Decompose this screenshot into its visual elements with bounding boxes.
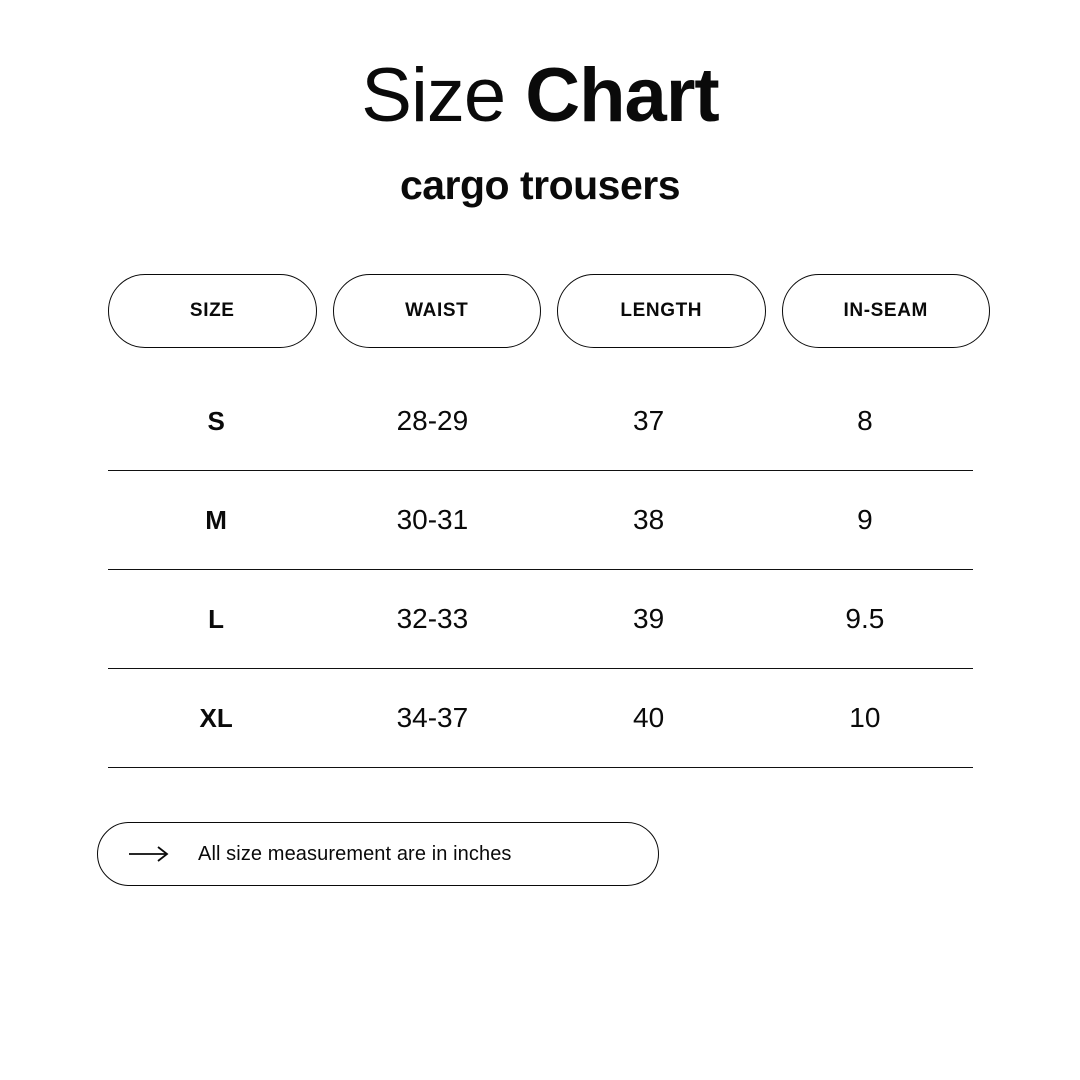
column-header-inseam [782,274,991,348]
table-body [108,372,973,768]
page-subtitle: cargo trousers [399,162,681,208]
title-block [0,0,1080,209]
column-header-length-label: LENGTH [620,300,703,321]
measurement-note-text: All size measurement are in inches [198,842,512,865]
cell-inseam: 8 [857,405,873,436]
page-title [0,53,1080,138]
table-header-row [108,274,990,348]
table-row [108,570,973,669]
page-title-bold: Chart [525,53,719,138]
cell-size: L [208,603,225,634]
cell-length: 37 [633,405,665,436]
measurement-note [97,822,659,886]
cell-size: S [207,405,225,436]
cell-size: XL [199,702,233,733]
size-table [108,274,990,768]
column-header-size-label: SIZE [189,300,235,321]
cell-size: M [205,504,227,535]
cell-inseam: 9 [857,504,873,535]
table-row [108,669,973,768]
cell-length: 39 [633,603,665,634]
cell-waist: 28-29 [396,405,469,436]
cell-inseam: 9.5 [845,603,885,634]
table-row [108,372,973,471]
cell-waist: 32-33 [396,603,469,634]
cell-waist: 34-37 [396,702,469,733]
table-row [108,471,973,570]
page-title-light: Size [361,53,526,138]
cell-length: 40 [633,702,665,733]
cell-inseam: 10 [849,702,881,733]
column-header-waist [333,274,542,348]
column-header-size [108,274,317,348]
cell-length: 38 [633,504,665,535]
column-header-waist-label: WAIST [405,300,469,321]
cell-waist: 30-31 [396,504,469,535]
column-header-length [557,274,766,348]
arrow-right-icon [128,845,172,863]
column-header-inseam-label: IN-SEAM [843,300,928,321]
